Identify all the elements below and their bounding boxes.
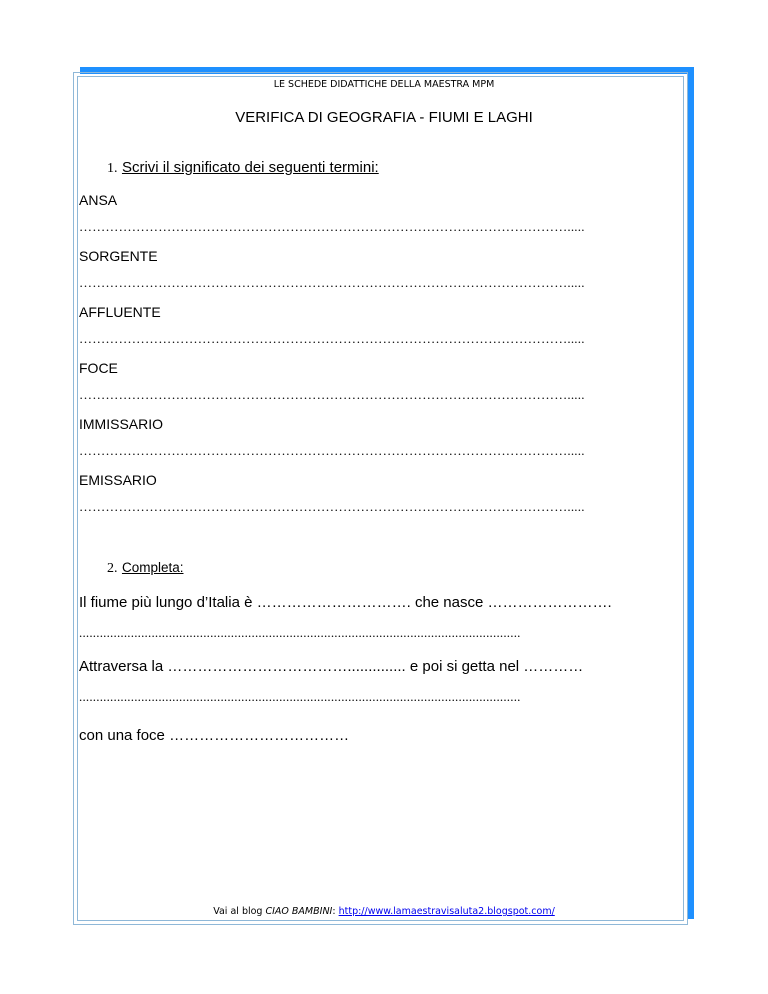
fill-line: ................................................................................................................................ (79, 625, 521, 640)
term-label: ANSA (79, 192, 118, 208)
completion-sentence-2: Attraversa la ……………………………….............. e poi si getta nel ………… (79, 658, 584, 675)
fill-line: ................................................................................................................................ (79, 689, 521, 704)
answer-line: …………………………………………………………………………………………………..... (79, 499, 585, 514)
term-label: AFFLUENTE (79, 304, 161, 320)
footer-separator: : (332, 906, 339, 917)
question-1 (107, 159, 379, 177)
frame-shadow-right (687, 67, 694, 919)
question-1-text: Scrivi il significato dei seguenti termini: (121, 159, 379, 176)
blog-link[interactable]: http://www.lamaestravisaluta2.blogspot.com/ (338, 906, 555, 917)
completion-sentence-3: con una foce ……………………………… (79, 727, 350, 744)
page-header: LE SCHEDE DIDATTICHE DELLA MAESTRA MPM (273, 79, 495, 90)
term-label: IMMISSARIO (79, 416, 164, 432)
term-label: SORGENTE (79, 248, 158, 264)
answer-line: …………………………………………………………………………………………………..... (79, 443, 585, 458)
question-2-number: 2. (107, 561, 118, 576)
page-title: VERIFICA DI GEOGRAFIA - FIUMI E LAGHI (235, 109, 533, 126)
completion-sentence-1: Il fiume più lungo d’Italia è …………………………. che nasce ……………………. (79, 594, 612, 611)
page-footer (0, 906, 768, 917)
answer-line: …………………………………………………………………………………………………..... (79, 387, 585, 402)
answer-line: …………………………………………………………………………………………………..... (79, 275, 585, 290)
answer-line: …………………………………………………………………………………………………..... (79, 219, 585, 234)
question-1-number: 1. (107, 161, 118, 176)
footer-prefix: Vai al blog (213, 906, 266, 917)
answer-line: …………………………………………………………………………………………………..... (79, 331, 585, 346)
term-label: EMISSARIO (79, 472, 157, 488)
question-2 (107, 559, 183, 577)
footer-blog-name: CIAO BAMBINI (265, 906, 333, 917)
question-2-text: Completa: (121, 560, 184, 575)
term-label: FOCE (79, 360, 118, 376)
